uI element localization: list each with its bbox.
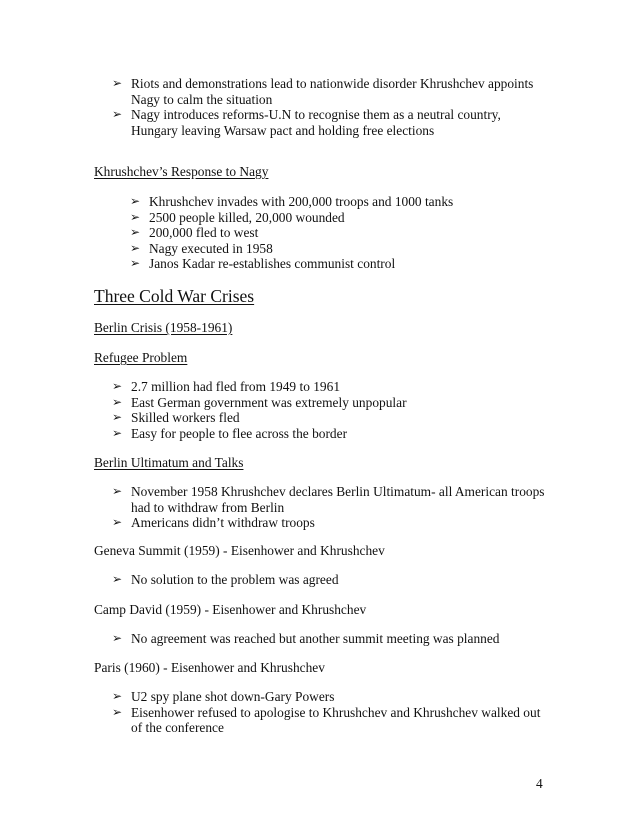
- list-item: [0, 225, 549, 241]
- list-item: [0, 572, 551, 588]
- list-item-text: No solution to the problem was agreed: [131, 572, 339, 587]
- arrow-bullet-icon: ➢: [130, 194, 141, 208]
- ultimatum-list-block: [0, 484, 638, 531]
- arrow-bullet-icon: ➢: [112, 410, 123, 424]
- list-item: [0, 689, 551, 705]
- arrow-bullet-icon: ➢: [112, 704, 123, 719]
- list-item: [0, 241, 549, 257]
- berlin-crisis-heading: Berlin Crisis (1958-1961): [94, 320, 233, 335]
- camp-david-list-block: [0, 631, 638, 647]
- list-item: [0, 484, 561, 515]
- list-item-text: Riots and demonstrations lead to nationwide disorder Khrushchev appoints Nagy to calm the situation: [131, 76, 534, 107]
- list-item-text: 2500 people killed, 20,000 wounded: [149, 209, 345, 225]
- camp-david-bullet-list: [0, 631, 638, 647]
- arrow-bullet-icon: ➢: [112, 631, 123, 645]
- list-item-text: Skilled workers fled: [131, 410, 240, 425]
- list-item: [0, 410, 551, 426]
- refugee-list-block: [0, 379, 638, 441]
- response-list-block: [0, 194, 638, 272]
- arrow-bullet-icon: ➢: [130, 256, 141, 270]
- response-bullet-list: [0, 194, 638, 272]
- arrow-bullet-icon: ➢: [112, 379, 123, 393]
- arrow-bullet-icon: ➢: [112, 484, 123, 498]
- list-item: [0, 705, 541, 736]
- arrow-bullet-icon: ➢: [112, 689, 123, 703]
- paris-list-block: [0, 689, 638, 736]
- arrow-bullet-icon: ➢: [130, 209, 141, 224]
- list-item-text: Khrushchev invades with 200,000 troops and 1000 tanks: [149, 194, 454, 209]
- list-item-text: East German government was extremely unpopular: [131, 394, 407, 410]
- hungary-bullet-list: [0, 76, 638, 138]
- paris-bullet-list: [0, 689, 638, 736]
- list-item-text: 200,000 fled to west: [149, 225, 259, 240]
- list-item-text: Nagy introduces reforms-U.N to recognise them as a neutral country, Hungary leaving Warsaw pact and holding free elections: [131, 107, 501, 138]
- paris-heading: Paris (1960) - Eisenhower and Khrushchev: [94, 660, 325, 675]
- list-item: [0, 76, 551, 107]
- list-item: [0, 631, 571, 647]
- hungary-list-block: [0, 76, 638, 138]
- list-item-text: Janos Kadar re-establishes communist control: [149, 256, 396, 271]
- list-item-text: No agreement was reached but another summit meeting was planned: [131, 631, 500, 646]
- arrow-bullet-icon: ➢: [130, 240, 141, 255]
- ultimatum-bullet-list: [0, 484, 638, 531]
- list-item: [0, 515, 551, 531]
- geneva-bullet-list: [0, 572, 638, 588]
- list-item: [0, 256, 549, 272]
- refugee-bullet-list: [0, 379, 638, 441]
- arrow-bullet-icon: ➢: [112, 425, 123, 440]
- arrow-bullet-icon: ➢: [112, 394, 123, 409]
- arrow-bullet-icon: ➢: [112, 76, 123, 90]
- geneva-heading: Geneva Summit (1959) - Eisenhower and Khrushchev: [94, 543, 385, 558]
- arrow-bullet-icon: ➢: [112, 107, 123, 121]
- list-item: [0, 107, 551, 138]
- list-item: [0, 395, 551, 411]
- list-item: [0, 426, 551, 442]
- list-item-text: Americans didn’t withdraw troops: [131, 515, 315, 530]
- arrow-bullet-icon: ➢: [112, 572, 123, 586]
- list-item-text: Nagy executed in 1958: [149, 240, 273, 256]
- response-heading: Khrushchev’s Response to Nagy: [94, 164, 269, 179]
- list-item-text: Eisenhower refused to apologise to Khrushchev and Khrushchev walked out of the conference: [131, 704, 541, 735]
- page-number: 4: [536, 776, 543, 791]
- list-item-text: November 1958 Khrushchev declares Berlin Ultimatum- all American troops had to withdraw from Berlin: [131, 484, 545, 515]
- refugee-heading: Refugee Problem: [94, 350, 188, 365]
- section-title: Three Cold War Crises: [94, 286, 255, 306]
- list-item-text: U2 spy plane shot down-Gary Powers: [131, 689, 335, 704]
- list-item: [0, 194, 549, 210]
- arrow-bullet-icon: ➢: [112, 515, 123, 529]
- list-item: [0, 210, 549, 226]
- camp-david-heading: Camp David (1959) - Eisenhower and Khrushchev: [94, 602, 367, 617]
- list-item-text: Easy for people to flee across the border: [131, 425, 348, 441]
- arrow-bullet-icon: ➢: [130, 225, 141, 239]
- list-item-text: 2.7 million had fled from 1949 to 1961: [131, 379, 341, 394]
- list-item: [0, 379, 551, 395]
- ultimatum-heading: Berlin Ultimatum and Talks: [94, 455, 244, 470]
- geneva-list-block: [0, 572, 638, 588]
